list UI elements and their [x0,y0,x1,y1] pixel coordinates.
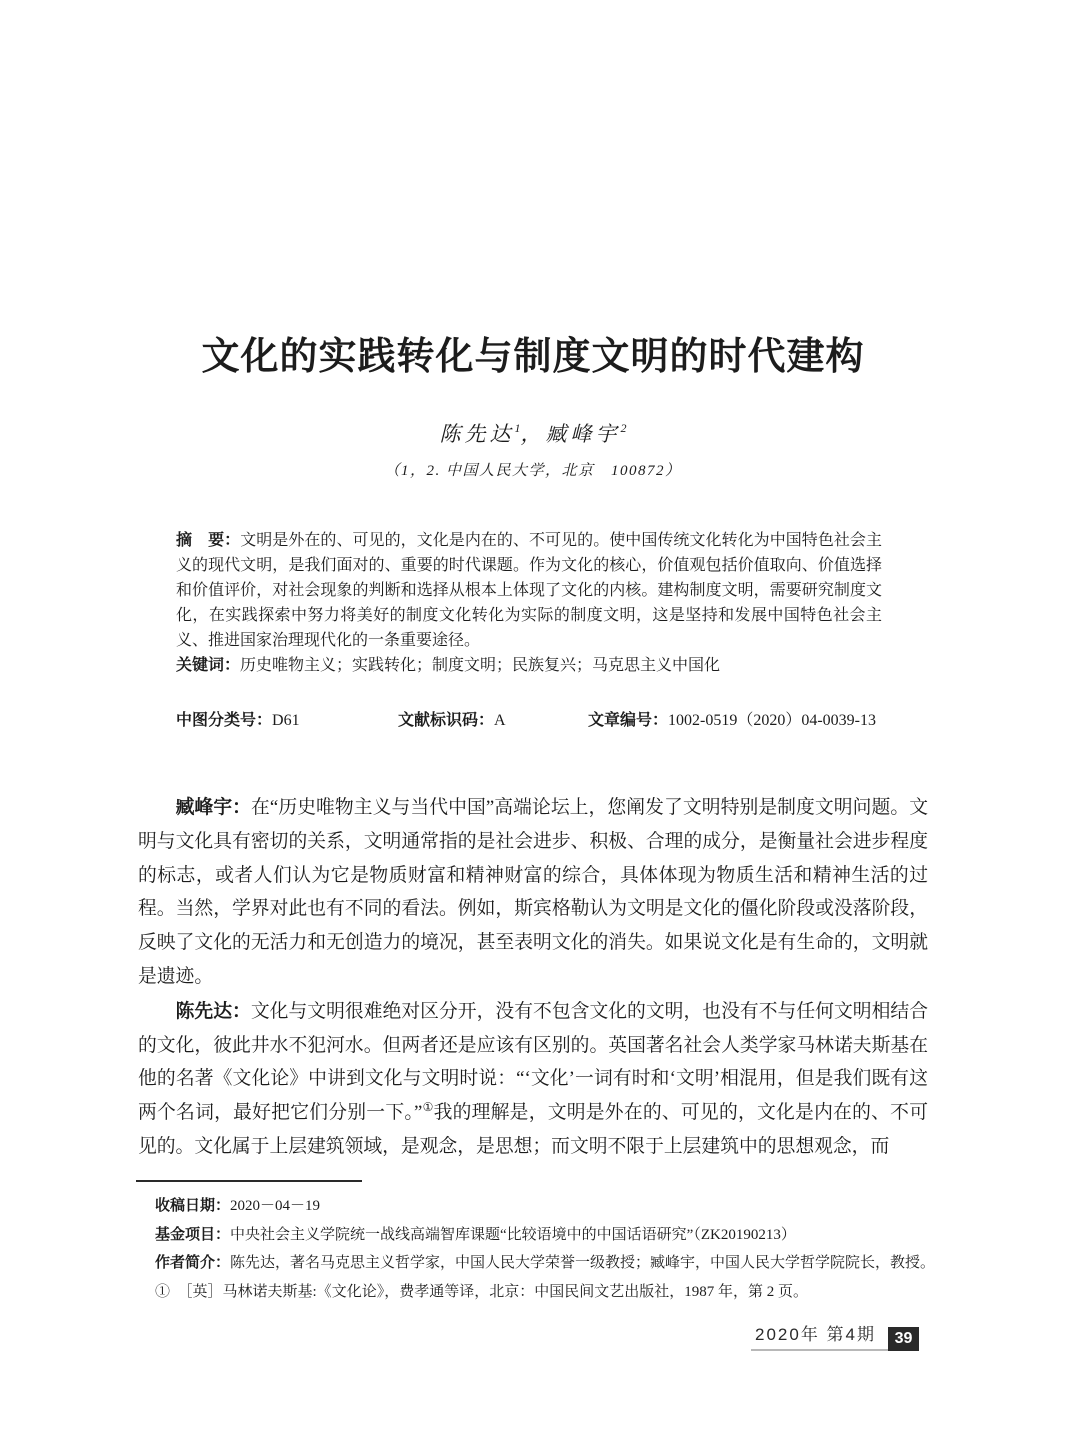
speaker-name-chen: 陈先达： [175,999,251,1021]
article-title: 文化的实践转化与制度文明的时代建构 [201,336,865,379]
authors-line [0,418,1066,448]
clc-value: D61 [272,712,300,729]
abstract-label: 摘 要： [176,532,241,549]
footnote-reference-mark: ① [422,1100,434,1115]
paragraph-1-text: 在“历史唯物主义与当代中国”高端论坛上，您阐发了文明特别是制度文明问题。文明与文化具有密切的关系，文明通常指的是社会进步、积极、合理的成分，是衡量社会进步程度的标志，或者人们认为它是物质财富和精神财富的综合，具体体现为物质生活和精神生活的过程。当然，学界对此也有不同的看法。例如，斯宾格勒认为文明是文化的僵化阶段或没落阶段，反映了文化的无活力和无创造力的境况，甚至表明文化的消失。如果说文化是有生命的，文明就是遗迹。 [138,797,928,987]
dialogue-paragraph-2 [138,994,928,1164]
citation-footnote-text: ［英］马林诺夫斯基:《文化论》，费孝通等译，北京：中国民间文艺出版社，1987 年，第 2 页。 [185,1283,808,1300]
citation-footnote-line [155,1278,945,1307]
keywords-paragraph [176,653,882,678]
article-id [588,707,876,730]
abstract-text: 文明是外在的、可见的，文化是内在的、不可见的。使中国传统文化转化为中国特色社会主义的现代文明，是我们面对的、重要的时代课题。作为文化的核心，价值观包括价值取向、价值选择和价值评价，对社会现象的判断和选择从根本上体现了文化的内核。建构制度文明，需要研究制度文化，在实践探索中努力将美好的制度文化转化为实际的制度文明，这是坚持和发展中国特色社会主义、推进国家治理现代化的一条重要途径。 [176,532,882,649]
document-code-value: A [494,712,506,729]
footnotes-block [155,1192,945,1306]
received-date-line [155,1192,945,1221]
author-2-superscript: 2 [620,421,627,435]
dialogue-paragraph-1 [138,790,928,994]
author-bio-line [155,1249,945,1278]
page-footer [751,1320,919,1351]
citation-footnote-mark: ① [155,1283,171,1300]
fund-project-line [155,1221,945,1250]
fund-project-value: 中央社会主义学院统一战线高端智库课题“比较语境中的中国话语研究”（ZK20190213） [230,1226,796,1243]
abstract-paragraph [176,528,882,653]
classification-row [176,707,936,733]
clc-number [176,707,300,730]
speaker-name-zang: 臧峰宇： [175,796,252,817]
author-1-superscript: 1 [514,421,521,435]
clc-label: 中图分类号： [176,712,273,729]
document-code [398,707,506,730]
keywords-label: 关键词： [176,657,241,674]
article-id-value: 1002-0519（2020）04-0039-13 [668,712,877,729]
received-date-label: 收稿日期： [155,1197,231,1214]
document-code-label: 文献标识码： [398,712,495,729]
journal-issue: 2020年 第4期 [751,1320,888,1351]
author-bio-value: 陈先达，著名马克思主义哲学家，中国人民大学荣誉一级教授；臧峰宇，中国人民大学哲学院院长，教授。 [230,1255,936,1271]
authors-separator: ， [520,422,546,446]
keywords-text: 历史唯物主义；实践转化；制度文明；民族复兴；马克思主义中国化 [240,657,721,674]
footnote-separator-rule [136,1180,362,1182]
abstract-block [176,528,882,678]
affiliation: （1，2. 中国人民大学，北京 100872） [384,463,682,479]
fund-project-label: 基金项目： [155,1225,231,1243]
page-number-badge: 39 [888,1327,919,1351]
author-2-name: 臧峰宇 [545,422,621,446]
article-body [138,790,928,1164]
paragraph-2-text-after-note: 我的理解是，文明是外在的、可见的，文化是内在的、不可见的。文化属于上层建筑领域，是观念，是思想；而文明不限于上层建筑中的思想观念，而 [138,1102,928,1157]
author-1-name: 陈先达 [439,422,515,446]
author-bio-label: 作者简介： [155,1254,231,1271]
paragraph-2-text-before-note: 文化与文明很难绝对区分开，没有不包含文化的文明，也没有不与任何文明相结合的文化，彼此井水不犯河水。但两者还是应该有区别的。英国著名社会人类学家马林诺夫斯基在他的名著《文化论》中讲到文化与文明时说：“‘文化’一词有时和‘文明’相混用，但是我们既有这两个名词，最好把它们分别一下。” [138,1000,929,1124]
received-date-value: 2020－04－19 [230,1198,321,1214]
article-id-label: 文章编号： [588,712,669,729]
